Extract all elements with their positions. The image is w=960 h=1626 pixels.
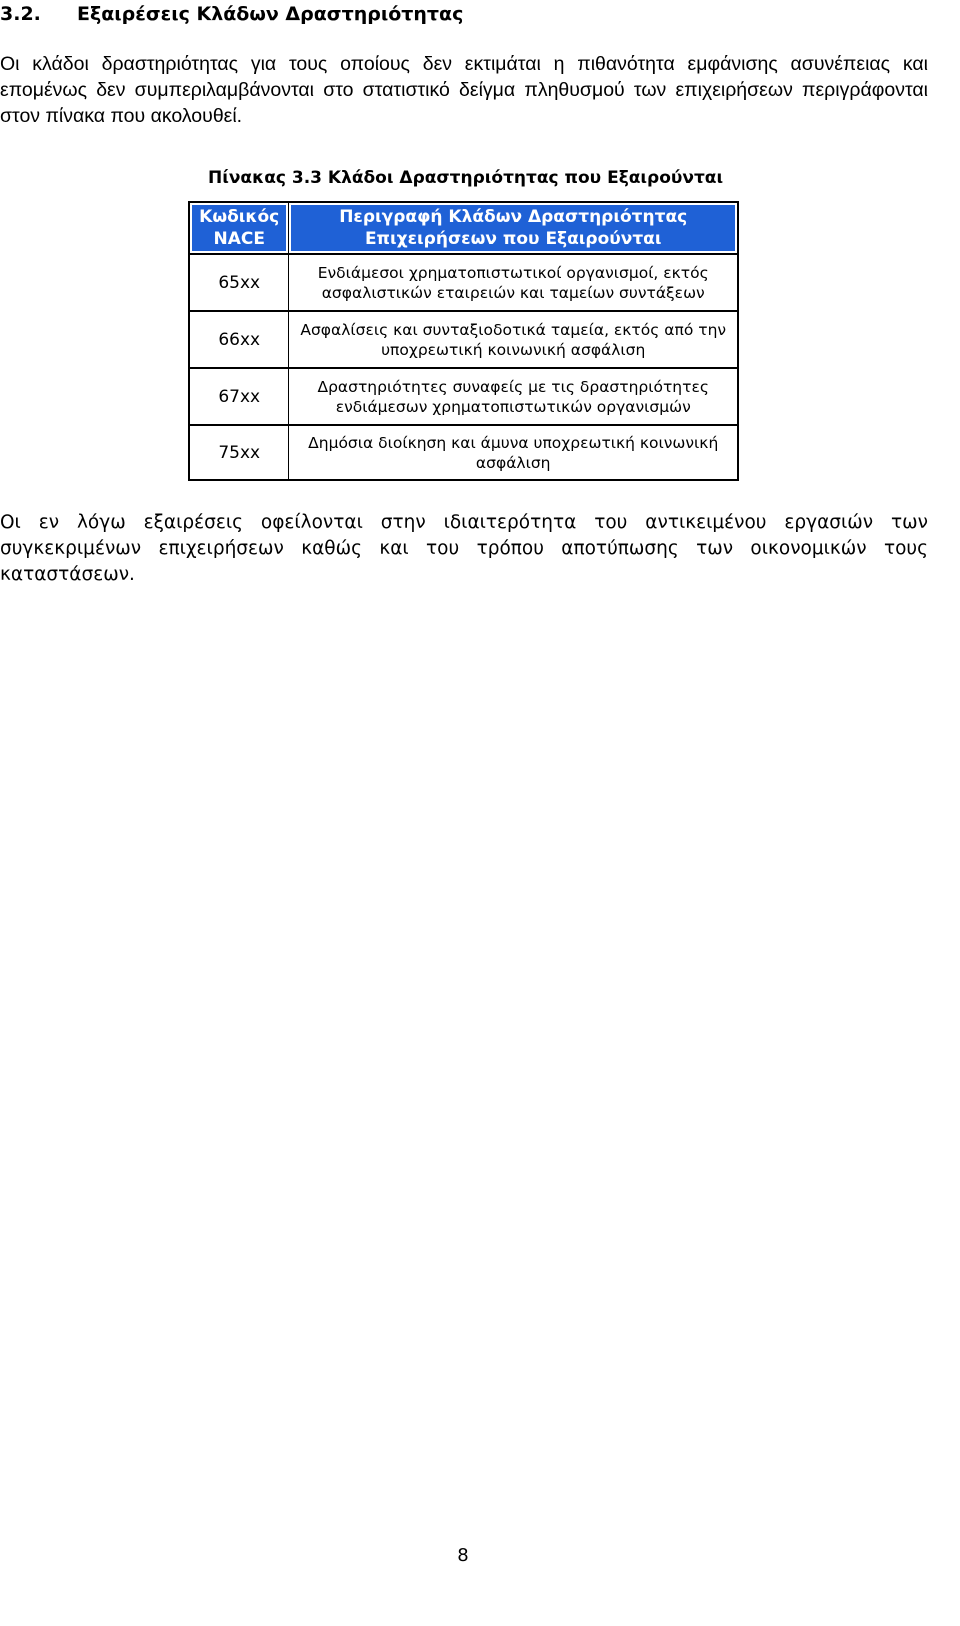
table-row [189, 311, 738, 368]
header-code-line2: NACE [213, 229, 265, 249]
section-title: Εξαιρέσεις Κλάδων Δραστηριότητας [77, 3, 464, 25]
description-line: ασφάλιση [475, 453, 551, 472]
description-line: ασφαλιστικών εταιρειών και ταμείων συντάξεων [321, 283, 705, 302]
table-row [189, 425, 738, 480]
nace-code-cell: 66xx [189, 311, 289, 368]
table-caption: Πίνακας 3.3 Κλάδοι Δραστηριότητας που Εξαιρούνται [208, 168, 724, 188]
header-desc-line1: Περιγραφή Κλάδων Δραστηριότητας [339, 207, 688, 227]
page-number: 8 [457, 1545, 469, 1566]
description-line: Δημόσια διοίκηση και άμυνα υποχρεωτική κοινωνική [308, 433, 719, 452]
header-code-line1: Κωδικός [199, 207, 280, 227]
table-row [189, 254, 738, 311]
header-description [289, 202, 738, 254]
nace-code-cell: 75xx [189, 425, 289, 480]
header-code [189, 202, 289, 254]
description-line: ενδιάμεσων χρηματοπιστωτικών οργανισμών [335, 397, 691, 416]
description-line: υποχρεωτική κοινωνική ασφάλιση [381, 340, 646, 359]
description-line: Δραστηριότητες συναφείς με τις δραστηριότητες [317, 377, 709, 396]
header-desc-line2: Επιχειρήσεων που Εξαιρούνται [364, 229, 662, 249]
intro-paragraph: Οι κλάδοι δραστηριότητας για τους οποίους δεν εκτιμάται η πιθανότητα εμφάνισης ασυνέπειας και επομένως δεν συμπεριλαμβάνονται στο στατιστικό δείγμα πληθυσμού των επιχειρήσεων περιγράφονται στον πίνακα που ακολουθεί. [0, 53, 928, 127]
nace-code-cell: 65xx [189, 254, 289, 311]
description-line: Ενδιάμεσοι χρηματοπιστωτικοί οργανισμοί, εκτός [317, 263, 709, 282]
description-cell [289, 425, 738, 480]
table-header-row [189, 202, 738, 254]
description-cell [289, 368, 738, 425]
excluded-sectors-table [188, 201, 739, 481]
description-cell [289, 311, 738, 368]
outro-paragraph: Οι εν λόγω εξαιρέσεις οφείλονται στην ιδιαιτερότητα του αντικειμένου εργασιών των συγκεκριμένων επιχειρήσεων καθώς και του τρόπου αποτύπωσης των οικονομικών τους καταστάσεων. [0, 512, 928, 585]
table-row [189, 368, 738, 425]
description-line: Ασφαλίσεις και συνταξιοδοτικά ταμεία, εκτός από την [300, 320, 727, 339]
description-cell [289, 254, 738, 311]
section-heading [0, 2, 463, 26]
section-number: 3.2. [0, 3, 41, 25]
nace-code-cell: 67xx [189, 368, 289, 425]
